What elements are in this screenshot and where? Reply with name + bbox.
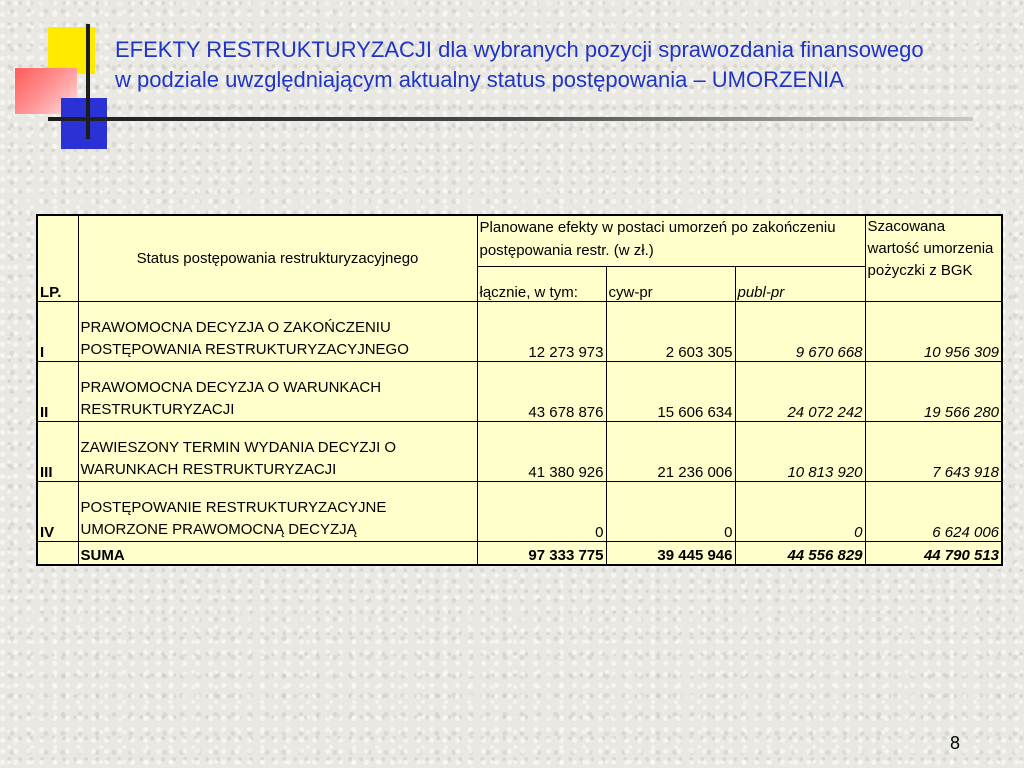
slide-title-line-1: EFEKTY RESTRUKTURYZACJI dla wybranych pozycji sprawozdania finansowego — [115, 37, 924, 62]
header-status: Status postępowania restrukturyzacyjnego — [78, 215, 477, 301]
sum-cyw-pr: 39 445 946 — [606, 541, 735, 565]
row-cyw-pr: 21 236 006 — [606, 421, 735, 481]
decor-vertical-line — [86, 24, 90, 139]
row-status: POSTĘPOWANIE RESTRUKTURYZACYJNE UMORZONE PRAWOMOCNĄ DECYZJĄ — [78, 481, 477, 541]
row-lp: IV — [37, 481, 78, 541]
row-publ-pr: 9 670 668 — [735, 301, 865, 361]
row-status: ZAWIESZONY TERMIN WYDANIA DECYZJI O WARUNKACH RESTRUKTURYZACJI — [78, 421, 477, 481]
row-total: 43 678 876 — [477, 361, 606, 421]
row-lp: II — [37, 361, 78, 421]
table-row — [37, 301, 1002, 361]
page-number: 8 — [950, 733, 961, 753]
row-cyw-pr: 2 603 305 — [606, 301, 735, 361]
sum-estimated: 44 790 513 — [865, 541, 1002, 565]
row-estimated: 10 956 309 — [865, 301, 1002, 361]
row-lp: III — [37, 421, 78, 481]
row-status: PRAWOMOCNA DECYZJA O ZAKOŃCZENIU POSTĘPOWANIA RESTRUKTURYZACYJNEGO — [78, 301, 477, 361]
table-row — [37, 361, 1002, 421]
header-publ-pr: publ-pr — [735, 266, 865, 301]
table-header-row — [37, 215, 1002, 266]
table-sum-row — [37, 541, 1002, 565]
header-planned-effects: Planowane efekty w postaci umorzeń po zakończeniu postępowania restr. (w zł.) — [477, 215, 865, 266]
table-row — [37, 481, 1002, 541]
row-publ-pr: 24 072 242 — [735, 361, 865, 421]
table-row — [37, 421, 1002, 481]
sum-total: 97 333 775 — [477, 541, 606, 565]
decor-blue-square — [61, 98, 107, 149]
row-publ-pr: 10 813 920 — [735, 421, 865, 481]
row-estimated: 6 624 006 — [865, 481, 1002, 541]
sum-lp-empty — [37, 541, 78, 565]
row-total: 41 380 926 — [477, 421, 606, 481]
results-table — [36, 214, 1003, 566]
row-estimated: 7 643 918 — [865, 421, 1002, 481]
header-lp: LP. — [37, 215, 78, 301]
header-cyw-pr: cyw-pr — [606, 266, 735, 301]
row-lp: I — [37, 301, 78, 361]
row-estimated: 19 566 280 — [865, 361, 1002, 421]
slide-title-line-2: w podziale uwzględniającym aktualny status postępowania – UMORZENIA — [115, 67, 844, 92]
sum-publ-pr: 44 556 829 — [735, 541, 865, 565]
decor-horizontal-line — [48, 117, 973, 121]
row-publ-pr: 0 — [735, 481, 865, 541]
header-total: łącznie, w tym: — [477, 266, 606, 301]
slide-title — [115, 35, 1020, 95]
row-status: PRAWOMOCNA DECYZJA O WARUNKACH RESTRUKTURYZACJI — [78, 361, 477, 421]
sum-label: SUMA — [78, 541, 477, 565]
row-cyw-pr: 0 — [606, 481, 735, 541]
row-total: 0 — [477, 481, 606, 541]
row-total: 12 273 973 — [477, 301, 606, 361]
header-estimated-value: Szacowana wartość umorzenia pożyczki z BGK — [865, 215, 1002, 301]
row-cyw-pr: 15 606 634 — [606, 361, 735, 421]
